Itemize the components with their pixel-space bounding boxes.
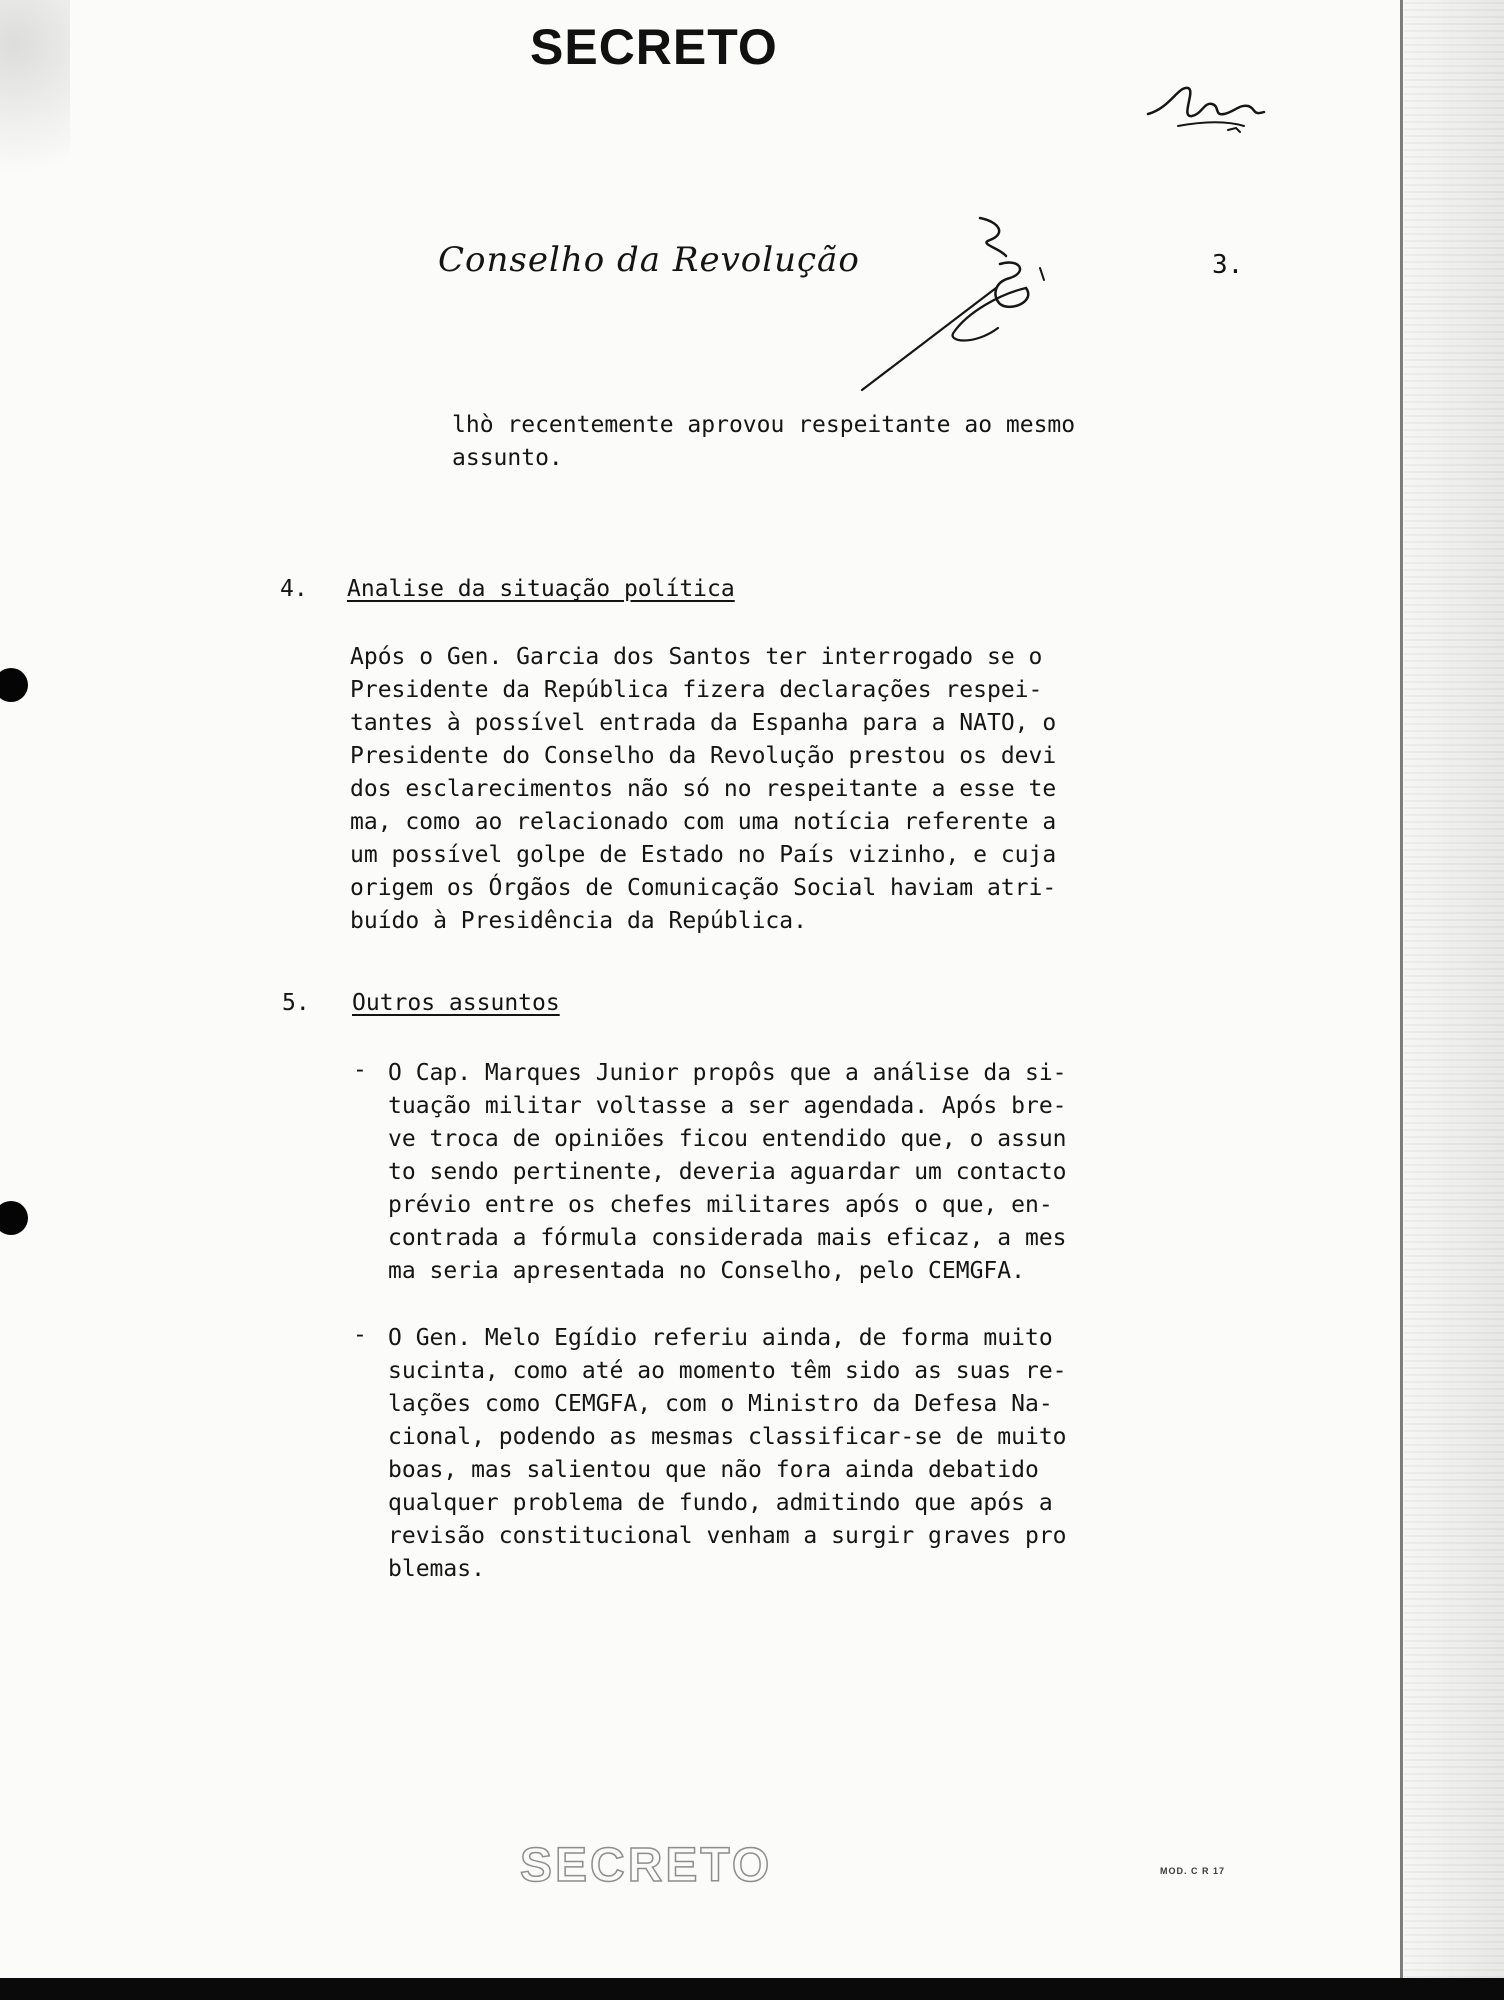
bullet-marker: - — [353, 1057, 367, 1083]
continuation-text: lhò recentemente aprovou respeitante ao mesmo assunto. — [452, 412, 1076, 471]
bullet-paragraph: O Cap. Marques Junior propôs que a análise da si- tuação militar voltasse a ser agendada. Após bre- ve troca de opiniões ficou entendido que, o assun to sendo pertinente, deveria aguardar um contacto prévio entre os chefes militares após o que, en- contrada a fórmula considerada mais eficaz, a mes ma seria apresentada no Conselho, pelo CEMGFA. — [388, 1060, 1067, 1284]
handwritten-initials — [1140, 78, 1280, 138]
classification-stamp-bottom: SECRETO — [520, 1839, 773, 1892]
section-number: 4. — [280, 576, 308, 602]
classification-stamp-top: SECRETO — [530, 19, 778, 75]
section-title: Outros assuntos — [352, 990, 560, 1016]
handwritten-mark — [850, 208, 1070, 398]
punch-hole — [0, 1201, 28, 1235]
section-body: Após o Gen. Garcia dos Santos ter interrogado se o Presidente da República fizera declarações respei- tantes à possível entrada da Espanha para a NATO, o Presidente do Conselho da Revolução prestou os devi dos esclarecimentos não só no respeitante a esse te ma, como ao relacionado com uma notícia referente a um possível golpe de Estado no País vizinho, e cuja origem os Órgãos de Comunicação Social haviam atri- buído à Presidência da República. — [350, 644, 1057, 934]
page-number: 3. — [1212, 250, 1244, 280]
scan-margin-shadow — [1404, 0, 1504, 1978]
section-title: Analise da situação política — [347, 576, 735, 602]
section-number: 5. — [282, 990, 310, 1016]
letterhead-title: Conselho da Revolução — [438, 240, 860, 280]
bullet-marker: - — [353, 1322, 367, 1348]
bullet-paragraph: O Gen. Melo Egídio referiu ainda, de forma muito sucinta, como até ao momento têm sido as suas re- lações como CEMGFA, com o Ministro da Defesa Na- cional, podendo as mesmas classificar-se de muito boas, mas salientou que não fora ainda debatido qualquer problema de fundo, admitindo que após a revisão constitucional venham a surgir graves pro blemas. — [388, 1325, 1067, 1582]
page-edge-line — [1400, 0, 1403, 1978]
scan-bottom-edge — [0, 1978, 1504, 2000]
punch-hole — [0, 668, 28, 702]
form-code: MOD. C R 17 — [1160, 1866, 1226, 1876]
scan-noise — [0, 0, 70, 220]
